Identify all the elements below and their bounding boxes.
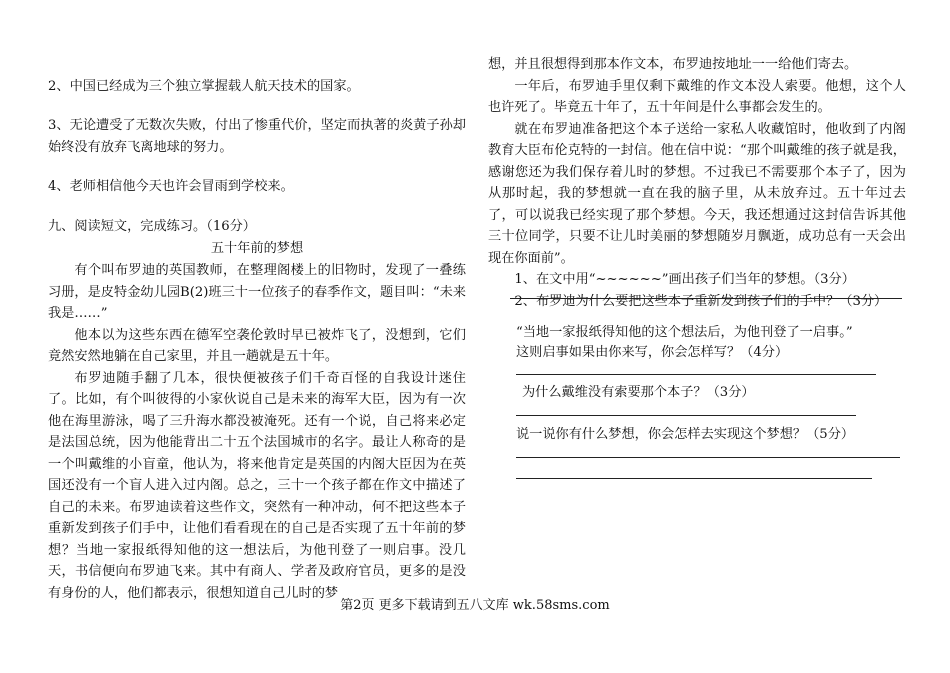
question-1: 1、在文中用“~~~~~~”画出孩子们当年的梦想。（3分）: [514, 272, 855, 287]
item-4: 4、老师相信他今天也许会冒雨到学校来。: [48, 179, 294, 194]
question-3: 这则启事如果由你来写，你会怎样写？（4分）: [516, 345, 789, 360]
answer-line-4[interactable]: [516, 415, 856, 416]
question-2: 2、布罗迪为什么要把这些本子重新发到孩子们的手中？（3分）: [514, 293, 888, 309]
story-paragraph-4: 想，并且很想得到那本作文本，布罗迪按地址一一给他们寄去。: [488, 57, 858, 72]
section-heading: 九、阅读短文，完成练习。（16分）: [48, 219, 256, 234]
item-2: 2、中国已经成为三个独立掌握载人航天技术的国家。: [48, 79, 360, 94]
question-5: 说一说你有什么梦想，你会怎样去实现这个梦想？（5分）: [516, 427, 855, 442]
story-paragraph-2: 他本以为这些东西在德军空袭伦敦时早已被炸飞了，没想到，它们竟然安然地躺在自己家里，并且一趟就是五十年。: [48, 327, 466, 364]
story-paragraph-6: 就在布罗迪准备把这个本子送给一家私人收藏馆时，他收到了内阁教育大臣布伦克特的一封信。他在信中说：“那个叫戴维的孩子就是我，感谢您还为我们保存着儿时的梦想。不过我已不需要那个本子了，因为从那时起，我的梦想就一直在我的脑子里，从未放弃过。五十年过去了，可以说我已经实现了那个梦想。今天，我还想通过这封信告诉其他三十位同学，只要不让儿时美丽的梦想随岁月飘逝，成功总有一天会出现在你面前”。: [488, 121, 906, 266]
story-title: 五十年前的梦想: [210, 241, 304, 256]
question-3-quote: “当地一家报纸得知他的这个想法后，为他刊登了一启事。”: [516, 325, 853, 340]
story-paragraph-3: 布罗迪随手翻了几本，很快便被孩子们千奇百怪的自我设计迷住了。比如，有个叫彼得的小家伙说自己是未来的海军大臣，因为有一次他在海里游泳，喝了三升海水都没被淹死。还有一个说，自己将来必定是法国总统，因为他能背出二十五个法国城市的名字。最让人称奇的是一个叫戴维的小盲童，他认为，将来他肯定是英国的内阁大臣因为在英国还没有一个盲人进入过内阁。总之，三十一个孩子都在作文中描述了自己的未来。布罗迪读着这些作文，突然有一种冲动，何不把这些本子重新发到孩子们手中，让他们看看现在的自己是否实现了五十年前的梦想？当地一家报纸得知他的这一想法后，为他刊登了一则启事。没几天，书信便向布罗迪飞来。其中有商人、学者及政府官员，更多的是没有身份的人，他们都表示，很想知道自己儿时的梦: [48, 370, 466, 601]
answer-line-5b[interactable]: [516, 478, 872, 479]
answer-line-3[interactable]: [516, 374, 876, 375]
story-paragraph-1: 有个叫布罗迪的英国教师，在整理阁楼上的旧物时，发现了一叠练习册，是皮特金幼儿园B(2)班三十一位孩子的春季作文，题目叫：“未来我是……”: [48, 263, 466, 321]
answer-line-5a[interactable]: [516, 457, 900, 458]
story-paragraph-5: 一年后，布罗迪手里仅剩下戴维的作文本没人索要。他想，这个人也许死了。毕竟五十年了，五十年间是什么事都会发生的。: [488, 78, 906, 115]
item-3: 3、无论遭受了无数次失败，付出了惨重代价，坚定而执著的炎黄子孙却始终没有放弃飞离地球的努力。: [48, 118, 466, 155]
question-4: 为什么戴维没有索要那个本子？（3分）: [522, 385, 755, 400]
page-footer: 第2页 更多下载请到五八文库 wk.58sms.com: [340, 598, 610, 613]
answer-line-2[interactable]: [510, 298, 902, 299]
